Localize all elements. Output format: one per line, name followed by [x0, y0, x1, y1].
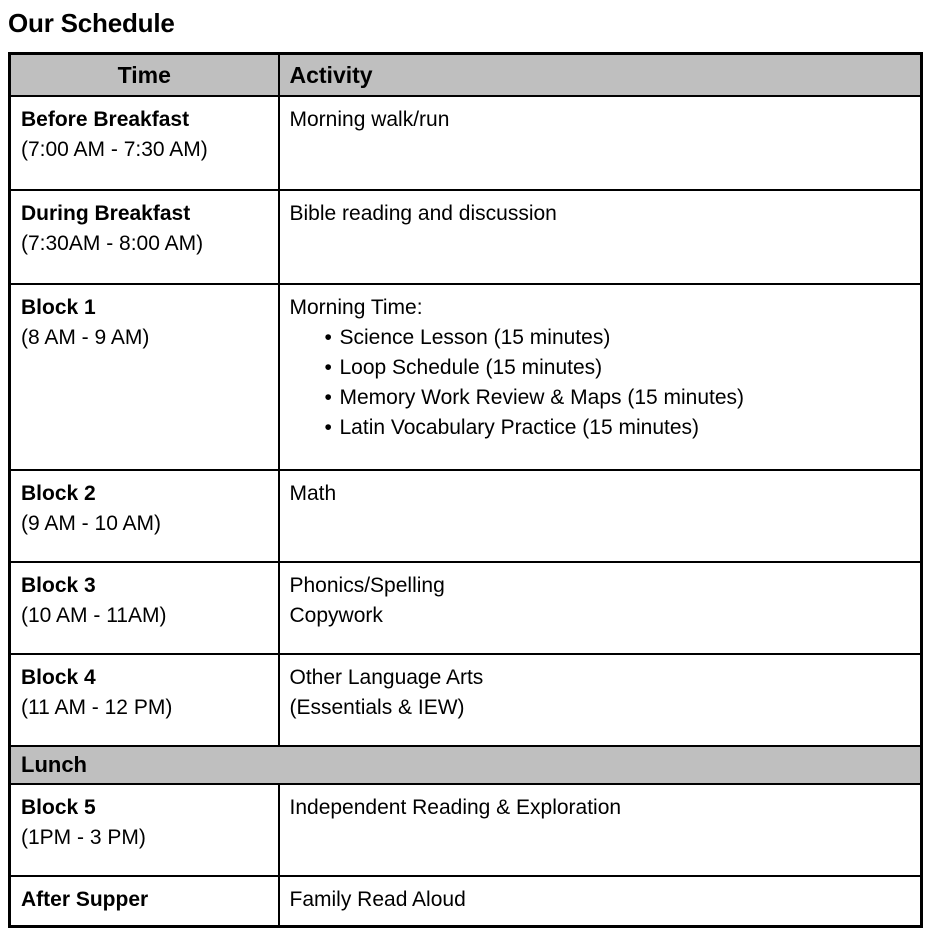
- time-range: (10 AM - 11AM): [21, 604, 167, 627]
- banner-label: Lunch: [21, 752, 87, 777]
- table-row: [10, 96, 922, 190]
- activity-line: Independent Reading & Exploration: [289, 796, 622, 819]
- activity-line: Bible reading and discussion: [289, 202, 557, 225]
- activity-line: Copywork: [289, 604, 383, 627]
- time-label: After Supper: [21, 888, 149, 911]
- table-body: [10, 96, 922, 927]
- column-header-time: Time: [10, 54, 279, 97]
- table-row: [10, 784, 922, 876]
- time-cell: [10, 96, 279, 190]
- time-range: (7:30AM - 8:00 AM): [21, 232, 204, 255]
- time-label: Block 5: [21, 796, 96, 819]
- column-header-activity: Activity: [279, 54, 922, 97]
- table-row: [10, 654, 922, 746]
- activity-cell: [279, 562, 922, 654]
- time-range: (11 AM - 12 PM): [21, 696, 173, 719]
- table-banner-row: [10, 746, 922, 784]
- activity-bullet-list: [290, 323, 911, 443]
- activity-line: (Essentials & IEW): [289, 696, 465, 719]
- time-cell: [10, 190, 279, 284]
- activity-cell: [279, 470, 922, 562]
- time-range: (8 AM - 9 AM): [21, 326, 150, 349]
- time-cell: [10, 562, 279, 654]
- table-row: [10, 190, 922, 284]
- activity-bullet-item: • Latin Vocabulary Practice (15 minutes): [325, 413, 911, 443]
- table-row: [10, 284, 922, 470]
- time-cell: [10, 654, 279, 746]
- time-range: (7:00 AM - 7:30 AM): [21, 138, 208, 161]
- time-label: Before Breakfast: [21, 108, 190, 131]
- time-cell: [10, 784, 279, 876]
- table-row: [10, 470, 922, 562]
- time-label: Block 3: [21, 574, 96, 597]
- activity-cell: [279, 784, 922, 876]
- activity-cell: [279, 284, 922, 470]
- time-range: (9 AM - 10 AM): [21, 512, 162, 535]
- time-label: Block 2: [21, 482, 96, 505]
- time-label: Block 1: [21, 296, 96, 319]
- time-cell: [10, 876, 279, 927]
- table-row: [10, 562, 922, 654]
- time-cell: [10, 284, 279, 470]
- page-title: Our Schedule: [8, 8, 175, 38]
- activity-cell: [279, 190, 922, 284]
- activity-line: Family Read Aloud: [289, 888, 466, 911]
- activity-line: Morning Time:: [289, 296, 423, 319]
- activity-line: Phonics/Spelling: [289, 574, 445, 597]
- activity-cell: [279, 96, 922, 190]
- schedule-table: [8, 52, 923, 928]
- time-range: (1PM - 3 PM): [21, 826, 146, 849]
- activity-line: Other Language Arts: [289, 666, 484, 689]
- activity-bullet-item: • Memory Work Review & Maps (15 minutes): [325, 383, 911, 413]
- table-row: [10, 876, 922, 927]
- banner-cell: [10, 746, 922, 784]
- table-header-row: [10, 54, 922, 97]
- table-head: [10, 54, 922, 97]
- activity-line: Math: [289, 482, 337, 505]
- time-label: During Breakfast: [21, 202, 191, 225]
- activity-bullet-item: • Loop Schedule (15 minutes): [325, 353, 911, 383]
- activity-cell: [279, 876, 922, 927]
- time-cell: [10, 470, 279, 562]
- time-label: Block 4: [21, 666, 96, 689]
- activity-bullet-item: • Science Lesson (15 minutes): [325, 323, 911, 353]
- activity-line: Morning walk/run: [289, 108, 450, 131]
- activity-cell: [279, 654, 922, 746]
